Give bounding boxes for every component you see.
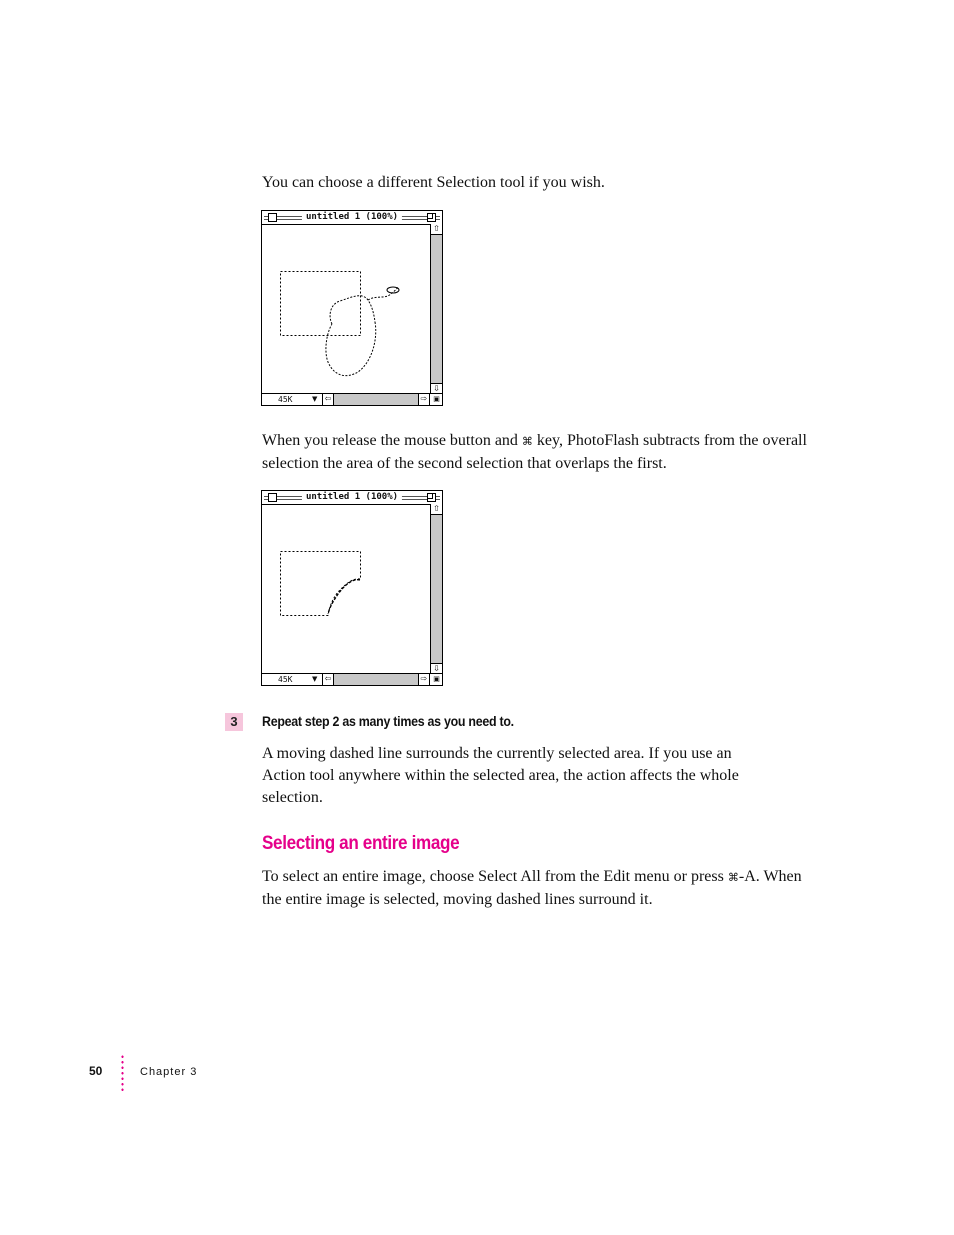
photoflash-window-1: [261, 210, 443, 406]
grow-box-icon[interactable]: ▣: [433, 675, 440, 683]
scroll-up-icon[interactable]: ⇧: [431, 224, 442, 235]
memory-size: 45K: [278, 675, 293, 684]
status-bar: [262, 393, 442, 405]
horizontal-scrollbar[interactable]: [322, 674, 430, 685]
margin-dots: [121, 1054, 124, 1094]
command-key-icon: ⌘: [727, 871, 739, 884]
lasso-selection: [326, 288, 397, 376]
close-box-icon[interactable]: [268, 213, 277, 222]
memory-size: 45K: [278, 395, 293, 404]
close-box-icon[interactable]: [268, 493, 277, 502]
grow-box-icon[interactable]: ▣: [433, 395, 440, 403]
scroll-up-icon[interactable]: ⇧: [431, 504, 442, 515]
step-number-badge: 3: [225, 713, 243, 731]
scroll-down-icon[interactable]: ⇩: [431, 663, 442, 674]
chapter-label: Chapter 3: [140, 1066, 198, 1078]
image-canvas[interactable]: [262, 224, 431, 394]
step-description: A moving dashed line surrounds the currently selected area. If you use an Action tool anywhere within the selected area, the action affects the whole selection.: [262, 745, 739, 806]
window-title: untitled 1 (100%): [302, 211, 402, 224]
scroll-left-icon[interactable]: ⇦: [323, 394, 334, 405]
select-all-text-before: To select an entire image, choose Select All from the Edit menu or press: [262, 868, 728, 885]
window-title: untitled 1 (100%): [302, 491, 402, 504]
vertical-scrollbar[interactable]: [430, 504, 442, 674]
scroll-down-icon[interactable]: ⇩: [431, 383, 442, 394]
command-key-icon: ⌘: [521, 435, 533, 448]
vertical-scrollbar[interactable]: [430, 224, 442, 394]
release-text-before: When you release the mouse button and: [262, 432, 522, 449]
triangle-down-icon[interactable]: ▼: [312, 675, 318, 683]
select-all-paragraph: [262, 866, 822, 911]
scroll-right-icon[interactable]: ⇨: [418, 394, 429, 405]
horizontal-scrollbar[interactable]: [322, 394, 430, 405]
section-heading: Selecting an entire image: [262, 833, 460, 854]
scroll-right-icon[interactable]: ⇨: [418, 674, 429, 685]
intro-paragraph: You can choose a different Selection tool if you wish.: [262, 174, 605, 191]
subtracted-selection: [281, 552, 361, 616]
page-number: 50: [89, 1064, 103, 1078]
release-text-after: key, PhotoFlash subtracts from the overall selection the area of the second selection that overlaps the first.: [262, 432, 807, 472]
step-instruction: Repeat step 2 as many times as you need to.: [262, 714, 514, 729]
image-canvas[interactable]: [262, 504, 431, 674]
scroll-left-icon[interactable]: ⇦: [323, 674, 334, 685]
photoflash-window-2: [261, 490, 443, 686]
status-bar: [262, 673, 442, 685]
select-all-text-after: -A. When the entire image is selected, moving dashed lines surround it.: [262, 868, 802, 908]
zoom-box-icon[interactable]: [427, 493, 436, 502]
release-paragraph: [262, 430, 812, 475]
zoom-box-icon[interactable]: [427, 213, 436, 222]
triangle-down-icon[interactable]: ▼: [312, 395, 318, 403]
